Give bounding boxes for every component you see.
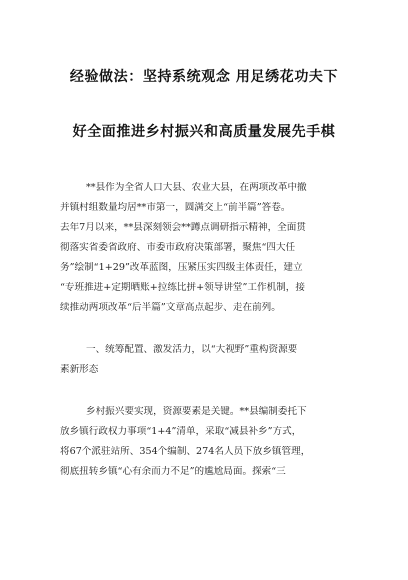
paragraph-2-line: 彻底扭转乡镇“心有余而力不足”的尴尬局面。探索“三: [60, 466, 286, 477]
section-heading-line: 一、统筹配置、激发活力，以“大视野”重构资源要: [86, 344, 298, 355]
paragraph-2-line: 放乡镇行政权力事项“1+4”清单，采取“减县补乡”方式，: [60, 426, 302, 437]
paragraph-1-line: **县作为全省人口大县、农业大县，在两项改革中撤: [86, 182, 307, 193]
section-heading-line: 素新形态: [60, 364, 99, 375]
paragraph-2-line: 将67个派驻站所、354个编制、274名人员下放乡镇管理，: [60, 446, 311, 457]
paragraph-2-line: 乡村振兴要实现，资源要素是关键。**县编制委托下: [86, 406, 307, 417]
paragraph-1-line: 去年7月以来，**县深刻领会**蹲点调研指示精神，全面贯: [60, 222, 306, 233]
document-title-line-1: 经验做法：坚持系统观念 用足绣花功夫下: [69, 69, 339, 85]
paragraph-1-line: 并镇村组数量均居**市第一，圆满交上“前半篇”答卷。: [60, 202, 291, 213]
paragraph-1-line: 彻落实省委省政府、市委市政府决策部署，聚焦“四大任: [60, 242, 296, 253]
document-title-line-2: 好全面推进乡村振兴和高质量发展先手棋: [72, 124, 336, 140]
paragraph-1-line: 续推动两项改革“后半篇”文章高点起步、走在前列。: [60, 302, 281, 313]
paragraph-1-line: 务”绘制“1+29”改革蓝图，压紧压实四级主体责任，建立: [60, 262, 303, 273]
paragraph-1-line: “专班推进+定期晒账+拉练比拼+领导讲堂”工作机制，接: [60, 282, 305, 293]
